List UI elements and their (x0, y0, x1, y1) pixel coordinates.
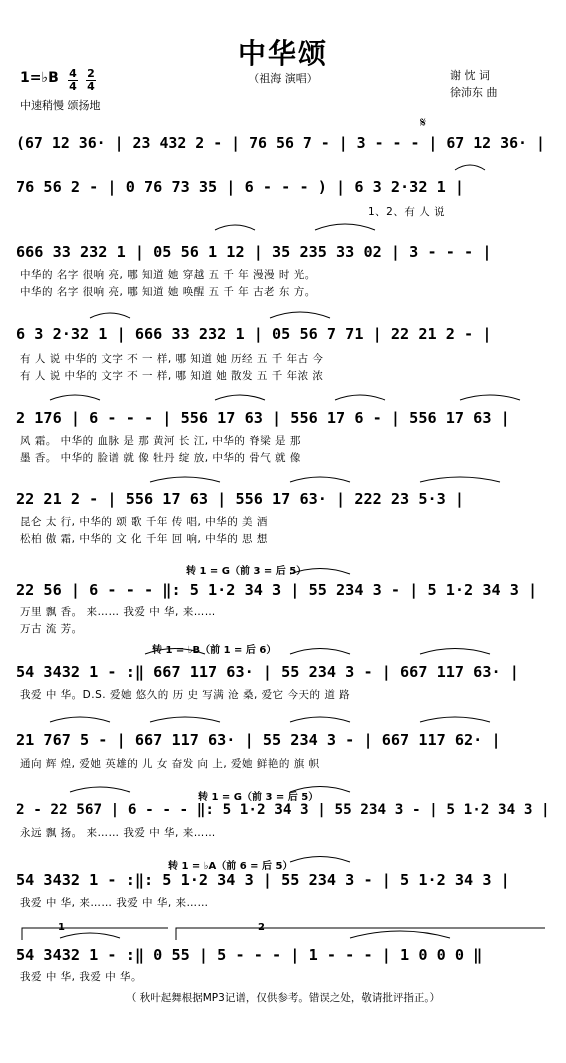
lyric-row-2-verse-1: 1、2、有 人 说 (368, 206, 446, 218)
score-row-9: 21 767 5 - | 667 117 63· | 55 234 3 - | 667 117 62· | (16, 731, 501, 749)
score-row-8: 54 3432 1 - :‖ 667 117 63· | 55 234 3 - | 667 117 63· | (16, 663, 519, 681)
modulation-mark-1: 转 1 = G（前 3 = 后 5） (186, 566, 307, 577)
tempo-marking: 中速稍慢 颂扬地 (20, 99, 101, 112)
volta-2-label: 2 (258, 922, 265, 933)
segno-icon (420, 115, 426, 131)
time-signature-2-4: 2 4 (87, 67, 95, 93)
lyric-row-11: 我爱 中 华, 来…… 我爱 中 华, 来…… (20, 897, 209, 909)
lyric-row-10: 永远 飘 扬。 来…… 我爱 中 华, 来…… (20, 827, 216, 839)
time-signature-4-4: 4 4 (69, 67, 77, 93)
key-signature: 1=♭B (20, 70, 59, 86)
score-row-11: 54 3432 1 - :‖: 5 1·2 34 3 | 55 234 3 - | 5 1·2 34 3 | (16, 871, 510, 889)
lyric-row-3-verse-2: 中华的 名字 很响 亮, 哪 知道 她 唤醒 五 千 年 古老 东 方。 (20, 286, 316, 298)
modulation-mark-4: 转 1 = ♭A（前 6 = 后 5） (168, 861, 293, 872)
song-title: 中华颂 (237, 37, 328, 70)
score-row-3: 666 33 232 1 | 05 56 1 12 | 35 235 33 02 | 3 - - - | (16, 243, 492, 261)
lyric-row-12: 我爱 中 华, 我爱 中 华。 (20, 971, 143, 983)
score-row-1: (67 12 36· | 23 432 2 - | 76 56 7 - | 3 - - - | 67 12 36· | (16, 134, 545, 152)
lyric-row-6-verse-2: 松柏 傲 霜, 中华的 文 化 千年 回 响, 中华的 思 想 (20, 533, 268, 545)
score-row-6: 22 21 2 - | 556 17 63 | 556 17 63· | 222 23 5·3 | (16, 490, 465, 508)
lyric-row-8: 我爱 中 华。D.S. 爱她 悠久的 历 史 写满 沧 桑, 爱它 今天的 道 路 (20, 689, 351, 701)
lyric-row-5-verse-1: 风 霜。 中华的 血脉 是 那 黄河 长 江, 中华的 脊梁 是 那 (20, 435, 301, 447)
score-row-7: 22 56 | 6 - - - ‖: 5 1·2 34 3 | 55 234 3 - | 5 1·2 34 3 | (16, 581, 538, 599)
lyric-row-4-verse-1: 有 人 说 中华的 文字 不 一 样, 哪 知道 她 历经 五 千 年古 今 (20, 353, 324, 365)
lyric-row-4-verse-2: 有 人 说 中华的 文字 不 一 样, 哪 知道 她 散发 五 千 年浓 浓 (20, 370, 324, 382)
score-row-12: 54 3432 1 - :‖ 0 55 | 5 - - - | 1 - - - | 1 0 0 0 ‖ (16, 946, 483, 964)
score-row-10: 2 - 22 567 | 6 - - - ‖: 5 1·2 34 3 | 55 234 3 - | 5 1·2 34 3 | (16, 802, 550, 818)
score-row-5: 2 176 | 6 - - - | 556 17 63 | 556 17 6 - | 556 17 63 | (16, 409, 510, 427)
lyric-row-5-verse-2: 墨 香。 中华的 脸谱 就 像 牡丹 绽 放, 中华的 骨气 就 像 (20, 452, 301, 464)
lyric-row-6-verse-1: 昆仑 太 行, 中华的 颂 歌 千年 传 唱, 中华的 美 酒 (20, 516, 268, 528)
lyric-row-9: 通向 辉 煌, 爱她 英雄的 儿 女 奋发 向 上, 爱她 鲜艳的 旗 帜 (20, 758, 320, 770)
lyricist-credit: 谢 忱 词 (450, 69, 490, 82)
volta-1-label: 1 (58, 922, 65, 933)
lyric-row-3-verse-1: 中华的 名字 很响 亮, 哪 知道 她 穿越 五 千 年 漫漫 时 光。 (20, 269, 316, 281)
score-row-4: 6 3 2·32 1 | 666 33 232 1 | 05 56 7 71 | 22 21 2 - | (16, 325, 492, 343)
svg-text:𝄋: 𝄋 (420, 115, 427, 131)
transcriber-note: （ 秋叶起舞根据MP3记谱，仅供参考。错误之处，敬请批评指正。） (125, 992, 441, 1004)
volta-brackets (22, 928, 545, 940)
modulation-mark-3: 转 1 = G（前 3 = 后 5） (198, 792, 319, 803)
lyric-row-7-verse-1: 万里 飘 香。 来…… 我爱 中 华, 来…… (20, 606, 216, 618)
score-row-2: 76 56 2 - | 0 76 73 35 | 6 - - - ) | 6 3 2·32 1 | (16, 178, 465, 196)
lyric-row-7-verse-2: 万古 流 芳。 (20, 623, 83, 635)
composer-credit: 徐沛东 曲 (450, 86, 498, 99)
singer-credit: （祖海 演唱） (248, 72, 318, 85)
modulation-mark-2: 转 1 = ♭B（前 1 = 后 6） (152, 645, 277, 656)
